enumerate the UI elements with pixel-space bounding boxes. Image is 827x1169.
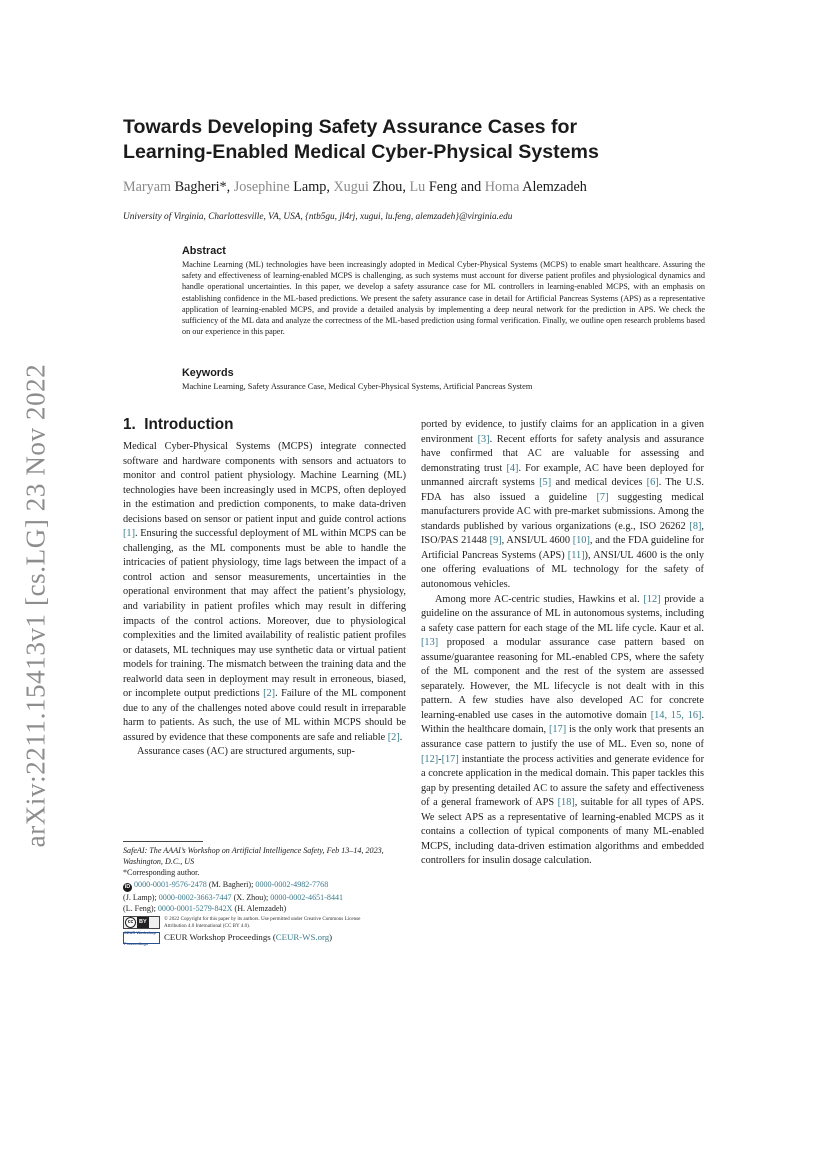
citation-link[interactable]: [5]	[539, 477, 552, 489]
citation-link[interactable]: [2]	[387, 731, 400, 743]
citation-link[interactable]: [8]	[689, 520, 702, 532]
paragraph-text: ), ANSI/UL 4600 is the only one offering evaluations of ML technology for the safety of autonomous vehicles.	[421, 549, 704, 591]
author-given-name: Homa	[484, 179, 520, 195]
citation-link[interactable]: [17]	[548, 724, 567, 736]
paragraph-text: . Ensuring the successful deployment of ML within MCPS can be challenging, as the ML components must be able to handle the intricacies of patient physiology, time lags between the impact of a control action and sensor measurements, uncertainties in the operational environment that may affect the patient’s physiology, and variability in patient profiles which may result in differing impacts of the control actions. Moreover, due to physiological complexities and the limited availability of realistic patient profiles or datasets, ML techniques may use synthetic data or virtual patient models for training. The mismatch between the training data and the realworld data seen in deployment may result in erroneous, biased, or incomplete output predictions	[123, 528, 406, 700]
citation-link[interactable]: [17]	[441, 753, 459, 765]
paragraph-text: , ANSI/UL 4600	[501, 535, 573, 547]
paragraph-text: provide a guideline on the assurance of ML in autonomous systems, including a safety case pattern for each stage of the ML life cycle. Kaur et al.	[421, 593, 704, 634]
author-family-name: Feng	[428, 179, 458, 195]
license-line-2: Attribution 4.0 International (CC BY 4.0).	[164, 922, 251, 929]
citation-link[interactable]: [12]	[421, 753, 439, 765]
paragraph-text: proposed a modular assurance case pattern based on assume/guarantee reasoning for ML-enabled CPS, where the safety of the ML component and the rest of the system are assessed separately. However, the ML lifecycle is not dealt with in this pattern. A few studies have also developed AC for concrete learning-enabled use cases in the automotive domain	[421, 637, 704, 721]
paragraph-text: .	[399, 731, 403, 743]
citation-link[interactable]: [6]	[646, 477, 659, 489]
ceur-link[interactable]: CEUR-WS.org	[275, 932, 330, 943]
citation-link[interactable]: [2]	[263, 688, 276, 700]
paragraph-text: Assurance cases (AC) are structured arguments, sup-	[137, 746, 355, 758]
orcid-name: (L. Feng);	[123, 903, 158, 913]
venue-footnote: SafeAI: The AAAI’s Workshop on Artificial Intelligence Safety, Feb 13–14, 2023, Washington, D.C., US	[123, 846, 384, 867]
citation-link[interactable]: [14, 15, 16]	[650, 709, 702, 721]
orcid-link[interactable]: 0000-0002-4982-7768	[255, 879, 329, 889]
orcid-icon: iD	[124, 883, 131, 890]
section-number: 1.	[123, 416, 136, 433]
ceur-logo-icon: CEUR Workshop Proceedings	[123, 932, 160, 944]
arxiv-stamp-text: arXiv:2211.15413v1 [cs.LG] 23 Nov 2022	[20, 363, 51, 847]
citation-link[interactable]: [12]	[643, 593, 661, 605]
section-heading	[123, 415, 423, 435]
paragraph-text: , suitable for all types of APS. We select APS as a representative of learning-enabled MCPS as it contains a collection of typical components of many ML-enabled MCPS, including data-driven estimation algorithms and embedded controllers for insulin dosage calculation.	[421, 797, 704, 867]
paragraph-text: ported by evidence, to justify claims for an application in a given environment	[421, 419, 704, 445]
paragraph-text: suggesting medical manufacturers provide AC with pre-market submissions. Among the standards published by various organizations (e.g., ISO 26262	[421, 491, 704, 532]
author-given-name: Maryam	[123, 179, 172, 195]
paragraph-text: . For example, AC have been deployed for unmanned aircraft systems	[421, 462, 704, 489]
author-family-name: Alemzadeh	[522, 179, 587, 195]
author-given-name: Lu	[409, 179, 426, 195]
footnote-rule	[123, 841, 203, 842]
paragraph	[421, 593, 704, 869]
author-given-name: Xugui	[333, 179, 369, 195]
citation-link[interactable]: [10]	[572, 535, 590, 547]
orcid-line	[123, 903, 415, 914]
citation-link[interactable]: [7]	[596, 491, 609, 503]
paragraph	[123, 440, 406, 745]
paragraph	[123, 745, 406, 760]
citation-link[interactable]: [9]	[489, 535, 502, 547]
paragraph-text: . Recent efforts for safety analysis and assurance have confirmed that AC are valuable for assessing and demonstrating trust	[421, 433, 704, 474]
title-line-2: Learning-Enabled Medical Cyber-Physical Systems	[123, 141, 599, 163]
paragraph-text: , and the FDA guideline for Artificial Pancreas Systems (APS)	[421, 535, 704, 561]
author-family-name: Zhou	[372, 179, 403, 195]
ceur-label: CEUR Workshop Proceedings (	[164, 932, 276, 943]
author-mark: *	[219, 179, 227, 195]
orcid-name: (H. Alemzadeh)	[232, 903, 287, 913]
orcid-line	[123, 892, 415, 903]
abstract-text: Machine Learning (ML) technologies have been increasingly adopted in Medical Cyber-Physical Systems (MCPS) to enable smart healthcare. Assuring the safety and effectiveness of learning-enabled MCPS is challenging, as such systems must account for diverse patient profiles and physiological dynamics and handle operational uncertainties. In this paper, we develop a safety assurance case for ML controllers in learning-enabled MCPS, with an emphasis on establishing confidence in the ML-based predictions. We present the safety assurance case in detail for Artificial Pancreas Systems (APS) as a representative application of learning-enabled MCPS, and provide a detailed analysis by implementing a deep neural network for the prediction in APS. We check the sufficiency of the ML data and analyze the correctness of the ML-based prediction using formal verification. Finally, we outline open research problems based on our experience in this paper.	[182, 260, 705, 337]
paragraph-text: Medical Cyber-Physical Systems (MCPS) integrate connected software and hardware components with sensors and actuators to monitor and control patient physiology. Machine Learning (ML) technologies have been increasingly used in MCPS, often deployed in the estimation and prediction components, to make data-driven decisions based on sensor or patient input and guide control actions	[123, 441, 406, 525]
orcid-link[interactable]: 0000-0002-3663-7447	[158, 892, 232, 902]
paragraph-text: . The U.S. FDA has also issued a guideline	[421, 477, 704, 503]
cc-circle: cc	[125, 917, 136, 928]
keywords-text: Machine Learning, Safety Assurance Case, Medical Cyber-Physical Systems, Artificial Pancreas System	[182, 382, 533, 391]
abstract-section	[182, 244, 705, 337]
author-list	[123, 179, 723, 196]
orcid-name: (M. Bagheri);	[206, 879, 256, 889]
citation-link[interactable]: [13]	[421, 637, 439, 649]
orcid-link[interactable]: 0000-0001-5279-842X	[157, 903, 233, 913]
author-family-name: Lamp	[293, 179, 327, 195]
author-separator: ,	[226, 179, 234, 195]
corresponding-footnote: *Corresponding author.	[123, 868, 200, 878]
paragraph-text: Among more AC-centric studies, Hawkins et al.	[435, 593, 644, 605]
footnotes	[123, 841, 415, 947]
paper-title	[123, 115, 723, 165]
affiliation: University of Virginia, Charlottesville, VA, USA, {ntb5gu, jl4rj, xugui, lu.feng, alemzadeh}@virginia.edu	[123, 212, 513, 222]
orcid-line	[123, 879, 415, 892]
author-given-name: Josephine	[233, 179, 290, 195]
citation-link[interactable]: [4]	[506, 462, 519, 474]
author-separator: ,	[326, 179, 334, 195]
orcid-link[interactable]: 0000-0001-9576-2478	[134, 879, 207, 889]
abstract-heading: Abstract	[182, 245, 226, 257]
ceur-row	[123, 929, 415, 947]
paragraph-text: . Failure of the ML component due to any of the challenges noted above could result in irreparable harm to patients. As such, the use of ML within MCPS should be assured by evidence that these components are safe and reliable	[123, 688, 406, 743]
paragraph-text: is the only work that presents an assurance case pattern to justify the use of ML. Even so, none of	[421, 724, 704, 751]
paragraph	[421, 418, 704, 593]
author-separator: and	[457, 179, 485, 195]
paragraph-text: , ISO/PAS 21448	[421, 520, 704, 547]
ceur-text	[164, 932, 332, 943]
license-text	[164, 916, 360, 929]
right-column	[421, 418, 704, 869]
citation-link[interactable]: [18]	[557, 797, 575, 809]
left-column	[123, 440, 406, 760]
title-line-1: Towards Developing Safety Assurance Cases for	[123, 116, 578, 138]
orcid-name: (X. Zhou);	[231, 892, 271, 902]
paragraph-text: . Within the healthcare domain,	[421, 709, 705, 736]
orcid-link[interactable]: 0000-0002-4651-8441	[270, 892, 344, 902]
keywords-section	[182, 366, 705, 392]
ceur-close: )	[329, 932, 333, 943]
license-line-1: © 2022 Copyright for this paper by its authors. Use permitted under Creative Commons License	[164, 916, 361, 923]
author-family-name: Bagheri	[174, 179, 220, 195]
citation-link[interactable]: [3]	[477, 433, 490, 445]
citation-link[interactable]: [11]	[567, 549, 585, 561]
author-separator: ,	[402, 179, 410, 195]
orcid-name: (J. Lamp);	[123, 892, 159, 902]
license-row	[123, 916, 415, 929]
paragraph-text: -	[438, 753, 442, 765]
paragraph-text: instantiate the process activities and generate evidence for a concrete application in the medical domain. This paper tackles this gap by presenting detailed AC to assure the safety and effectiveness of a general framework of APS	[421, 753, 704, 809]
arxiv-stamp	[6, 360, 66, 850]
section-title: Introduction	[144, 416, 234, 433]
paragraph-text: and medical devices	[551, 477, 647, 489]
citation-link[interactable]: [1]	[123, 528, 136, 540]
cc-by-label: BY	[137, 917, 149, 928]
keywords-heading: Keywords	[182, 367, 234, 379]
